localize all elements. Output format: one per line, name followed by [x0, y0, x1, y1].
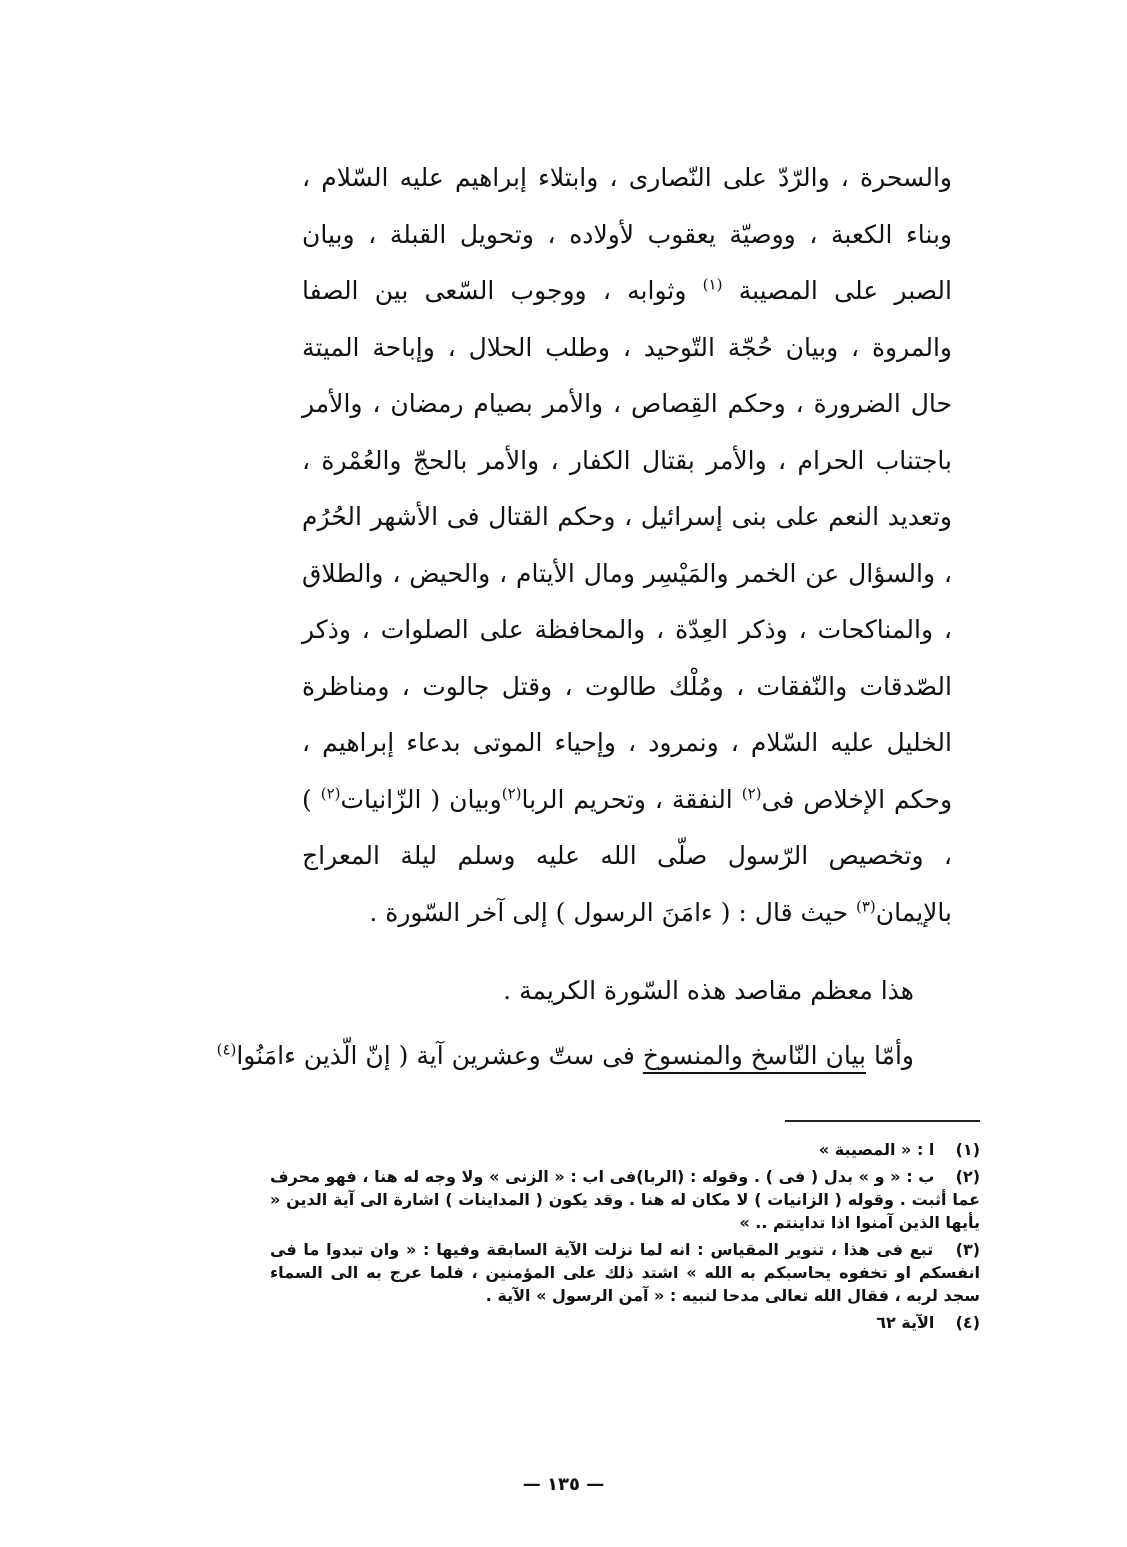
text-line: إلى آخر السّورة .: [369, 897, 548, 927]
text-line: والطلاق ، والمناكحات ، وذكر العِدّة ، والمحافظة على الصلوات ، وذكر: [302, 558, 952, 644]
page-number: — ١٣٥ —: [522, 1474, 605, 1495]
footnote-divider: [785, 1120, 980, 1122]
footnote-1: [270, 1138, 980, 1161]
text-line: الصّدقات والنّفقات ، ومُلْك طالوت ، وقتل جالوت ، ومناظرة الخليل: [302, 671, 952, 757]
text-line: والأمر بالحجّ والعُمْرة ، وتعديد النعم على بنى إسرائيل ، وحكم القتال: [302, 445, 952, 531]
text-line: والأمر بصيام رمضان ، والأمر باجتناب الحرام ، والأمر بقتال الكفار ،: [302, 389, 953, 475]
footnotes: [270, 1138, 980, 1338]
footnote-ref: (٤): [216, 1040, 237, 1059]
text-line: فى: [761, 784, 795, 814]
text-line: والسحرة ، والرّدّ على النّصارى ، وابتلاء إبراهيم عليه السّلام ، وبناء: [302, 163, 952, 249]
abrogation-line: [216, 1028, 952, 1084]
footnote-number: (٤): [955, 1313, 980, 1332]
footnote-2: [270, 1165, 980, 1234]
footnote-3: [270, 1238, 980, 1307]
text-line: المصيبة: [738, 276, 818, 305]
footnote-ref: (٢): [741, 784, 762, 803]
footnote-number: (١): [955, 1140, 980, 1159]
abrogation-prefix: وأمّا: [873, 1041, 914, 1070]
main-text: [302, 150, 952, 941]
summary-line: هذا معظم مقاصد هذه السّورة الكريمة .: [503, 976, 914, 1005]
footnote-number: (٣): [955, 1240, 981, 1259]
text-line: النفقة ، وتحريم الربا: [521, 784, 733, 814]
text-line: عليه السّلام ، ونمرود ، وإحياء الموتى بدعاء إبراهيم ، وحكم الإخلاص: [302, 728, 953, 814]
text-line: حيث قال : ( ءامَنَ الرسول ): [555, 897, 849, 927]
text-line: التّوحيد ، وطلب الحلال ، وإباحة الميتة حال الضرورة ، وحكم القِصاص ،: [302, 332, 953, 418]
text-line: الكعبة ، ووصيّة يعقوب لأولاده ، وتحويل القبلة ، وبيان الصبر على: [302, 219, 952, 305]
footnote-text: الآية ٦٢: [876, 1313, 935, 1332]
text-line: وبيان ( الزّانيات: [340, 784, 502, 814]
footnote-ref: (٢): [501, 784, 522, 803]
footnote-ref: (٣): [855, 897, 876, 916]
footnote-number: (٢): [955, 1167, 980, 1186]
footnote-4: [270, 1311, 980, 1334]
abrogation-heading: بيان النّاسخ والمنسوخ: [642, 1041, 867, 1070]
footnote-text: تبع فى هذا ، تنوير المقياس : انه لما نزلت الآية السابقة وفيها : « وان تبدوا ما فى انفسكم او تخفوه يحاسبكم به الله » اشتد ذلك على المؤمنين ، فلما عرج به الى السماء سجد لربه ، فقال الله تعالى مدحا لنبيه : « آمن الرسول » الآية .: [270, 1240, 980, 1305]
footnote-ref: (٢): [320, 784, 341, 803]
footnote-ref: (١): [702, 275, 723, 294]
text-line: ) ، وتخصيص الرّسول: [302, 784, 952, 870]
text-line: فى الأشهر الحُرُم ، والسؤال عن الخمر والمَيْسِر ومال الأيتام ، والحيض ،: [302, 502, 952, 588]
paragraph-topics: [302, 150, 952, 941]
footnote-text: ب : « و » بدل ( فى ) . وقوله : (الربا)فى اب : « الزنى » ولا وجه له هنا ، فهو محرف عما أثبت . وقوله ( الزانيات ) لا مكان له هنا . وقد يكون ( المداينات ) اشارة الى آية الدين « يأيها الذين آمنوا اذا تداينتم .. »: [270, 1167, 980, 1232]
text-line: وثوابه ، ووجوب السّعى بين الصفا والمروة ، وبيان حُجّة: [302, 276, 952, 362]
footnote-text: ا : « المصيبة »: [818, 1140, 935, 1159]
abrogation-suffix: فى ستّ وعشرين آية ( إنّ الّذين ءامَنُوا: [236, 1041, 635, 1070]
text-line: صلّى الله عليه وسلم ليلة المعراج بالإيمان: [302, 841, 952, 927]
